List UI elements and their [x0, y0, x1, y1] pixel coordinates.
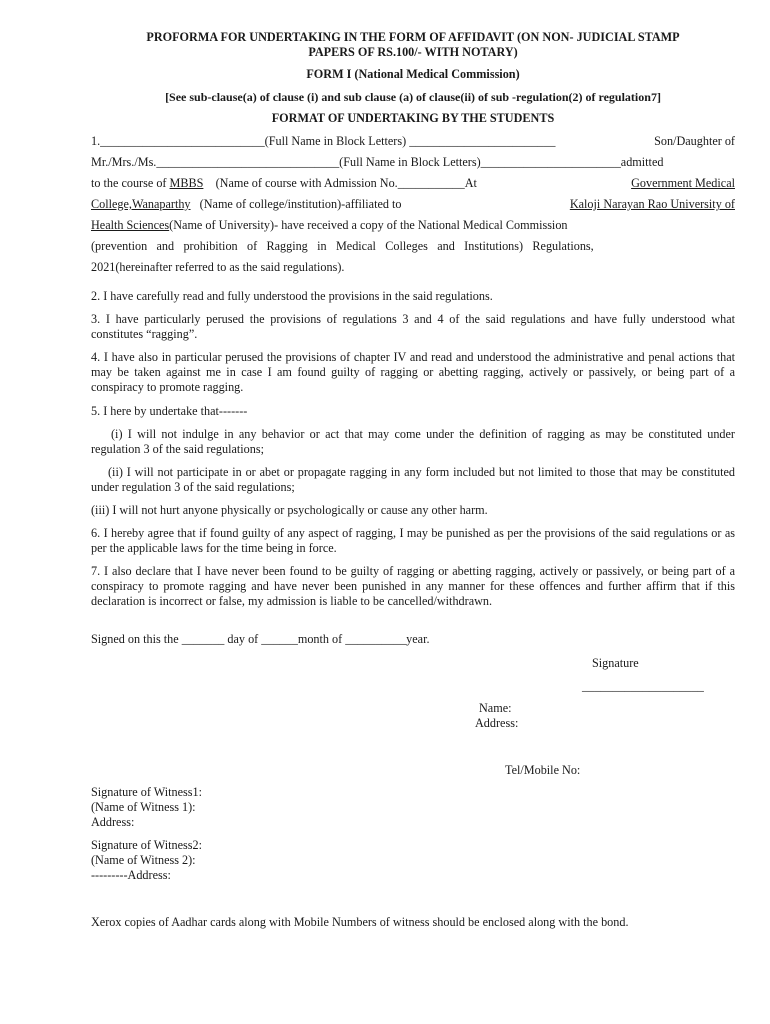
undertaking-item-iii: (iii) I will not hurt anyone physically or psychologically or cause any other harm.	[91, 503, 488, 517]
name-label: Name:	[479, 701, 512, 715]
para-6: 6. I hereby agree that if found guilty of any aspect of ragging, I may be punished as per the provisions of the said regulations or as per the applicable laws for the time being in force.	[91, 526, 735, 555]
para1-line-5	[91, 218, 735, 233]
format-heading: FORMAT OF UNDERTAKING BY THE STUDENTS	[271, 111, 555, 125]
university-name-part2: Health Sciences	[91, 218, 170, 232]
para-5: 5. I here by undertake that-------	[91, 404, 248, 418]
tel-mobile-label: Tel/Mobile No:	[505, 763, 581, 777]
full-name-blank: 1.___________________________(Full Name in Block Letters) ________________________	[91, 134, 556, 148]
aadhar-note: Xerox copies of Aadhar cards along with Mobile Numbers of witness should be enclosed along with the bond.	[91, 915, 629, 929]
course-intro: to the course of	[91, 176, 167, 190]
course-name: MBBS	[169, 176, 204, 190]
witness-1-name-label: (Name of Witness 1):	[91, 800, 196, 814]
address-label: Address:	[475, 716, 519, 730]
para1-line-2: Mr./Mrs./Ms.______________________________(Full Name in Block Letters)_______________________admitted	[91, 155, 664, 169]
admission-no-blank: (Name of course with Admission No.___________At	[215, 176, 477, 190]
witness-1-signature-label: Signature of Witness1:	[91, 785, 202, 799]
para-3: 3. I have particularly perused the provisions of regulations 3 and 4 of the said regulations and have fully understood what constitutes “ragging”.	[91, 312, 735, 341]
witness-1-block	[91, 785, 202, 830]
title-line-1: PROFORMA FOR UNDERTAKING IN THE FORM OF AFFIDAVIT (ON NON- JUDICIAL STAMP	[146, 30, 680, 44]
affiliation-text: (Name of college/institution)-affiliated to	[199, 197, 402, 211]
witness-1-address-label: Address:	[91, 815, 135, 829]
witness-2-block	[91, 838, 202, 883]
college-name-part1: Government Medical	[631, 176, 735, 190]
title-line-2: PAPERS OF RS.100/- WITH NOTARY)	[308, 45, 518, 59]
para1-line-1	[91, 134, 735, 149]
witness-2-name-label: (Name of Witness 2):	[91, 853, 196, 867]
form-heading: FORM I (National Medical Commission)	[306, 67, 520, 81]
para1-line-7: 2021(hereinafter referred to as the said regulations).	[91, 260, 345, 274]
undertaking-item-i: (i) I will not indulge in any behavior or act that may come under the definition of ragging as may be constituted under regulation 3 of the said regulations;	[91, 427, 735, 456]
undertaking-item-ii: (ii) I will not participate in or abet or propagate ragging in any form included but not limited to those that may be constituted under regulation 3 of the said regulations;	[91, 465, 735, 494]
university-name-part1: Kaloji Narayan Rao University of	[569, 197, 735, 211]
witness-2-address-label: ---------Address:	[91, 868, 171, 882]
para1-line-6: (prevention and prohibition of Ragging in Medical Colleges and Institutions) Regulations,	[91, 239, 594, 253]
signature-label: Signature	[592, 656, 639, 670]
para-7: 7. I also declare that I have never been found to be guilty of ragging or abetting ragging, actively or passively, or being part of a conspiracy to promote ragging and have never been punished in any manner for these offences and further affirm that if this declaration is incorrect or false, my admission is liable to be cancelled/withdrawn.	[91, 564, 735, 608]
para-4: 4. I have also in particular perused the provisions of chapter IV and read and understood the administrative and penal actions that may be taken against me in case I am found guilty of ragging or abetting ragging, actively or passively, or being part of a conspiracy to promote ragging.	[91, 350, 735, 394]
para1-line-3	[91, 176, 735, 191]
relation-label: Son/Daughter of	[654, 134, 735, 148]
document-title	[91, 30, 735, 60]
signature-line: ____________________	[582, 679, 704, 693]
para-2: 2. I have carefully read and fully understood the provisions in the said regulations.	[91, 289, 493, 303]
regulation-reference: [See sub-clause(a) of clause (i) and sub clause (a) of clause(ii) of sub -regulation(2) of regulation7]	[165, 90, 661, 104]
witness-2-signature-label: Signature of Witness2:	[91, 838, 202, 852]
college-name-part2: College,Wanaparthy	[91, 197, 191, 211]
para1-line-4	[91, 197, 735, 212]
signed-on-line: Signed on this the _______ day of ______month of __________year.	[91, 632, 430, 646]
received-copy-text: (Name of University)- have received a copy of the National Medical Commission	[169, 218, 568, 232]
